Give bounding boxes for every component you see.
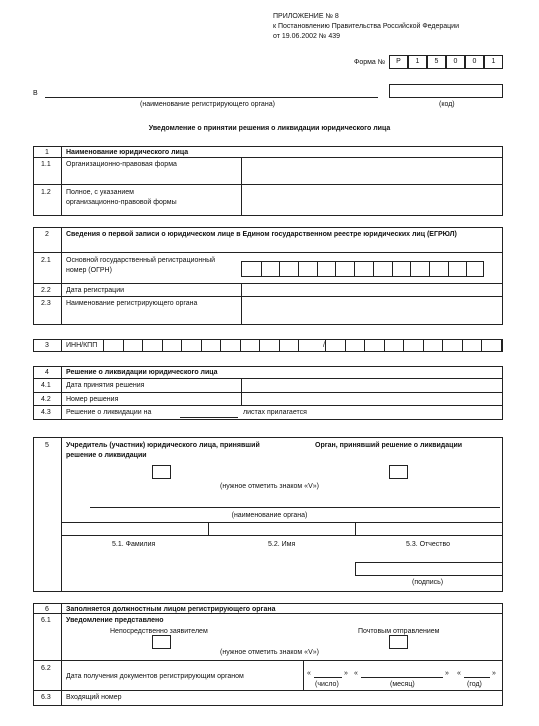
appendix-title: ПРИЛОЖЕНИЕ № 8 (273, 13, 339, 20)
inn-kpp-cell-divider (259, 339, 260, 352)
document-title: Уведомление о принятии решения о ликвидации юридического лица (148, 125, 391, 132)
row-6-2-number: 6.2 (41, 665, 51, 672)
inn-kpp-cell-divider (201, 339, 202, 352)
form-code-char: Р (389, 55, 408, 69)
inn-kpp-cell-divider (442, 339, 443, 352)
org-name-field[interactable] (90, 507, 500, 508)
row-1-1-label: Организационно-правовая форма (66, 161, 177, 168)
body-checkbox[interactable] (389, 465, 408, 479)
registration-date-field[interactable] (242, 284, 502, 296)
option-post-label: Почтовым отправлением (358, 628, 440, 635)
month-close-quote: » (445, 670, 449, 677)
month-field[interactable] (361, 677, 443, 678)
inn-kpp-cell-divider (462, 339, 463, 352)
form-code-char: 1 (408, 55, 427, 69)
inn-kpp-cell-divider (103, 339, 104, 352)
year-field[interactable] (464, 677, 490, 678)
section-2-title: Сведения о первой записи о юридическом лице в Едином государственном реестре юридических лиц (ЕГРЮЛ) (66, 231, 457, 238)
section-2-number: 2 (45, 231, 49, 238)
ogrn-cell-divider (298, 262, 299, 276)
section-1-number: 1 (45, 149, 49, 156)
ogrn-cell-divider (410, 262, 411, 276)
row-2-2-number: 2.2 (41, 287, 51, 294)
inn-kpp-cell-divider (123, 339, 124, 352)
form-code-char: 5 (427, 55, 446, 69)
row-4-1-number: 4.1 (41, 382, 51, 389)
ogrn-cell-divider (317, 262, 318, 276)
inn-kpp-cell-divider (298, 339, 299, 352)
ogrn-cell-divider (429, 262, 430, 276)
inn-kpp-cell-divider (162, 339, 163, 352)
month-open-quote: « (354, 670, 358, 677)
option-direct-checkbox[interactable] (152, 635, 171, 649)
founder-checkbox[interactable] (152, 465, 171, 479)
ogrn-cell-divider (466, 262, 467, 276)
full-name-field[interactable] (242, 185, 502, 215)
option-direct-label: Непосредственно заявителем (110, 628, 208, 635)
founder-label-b: решение о ликвидации (66, 452, 147, 459)
inn-kpp-cell-divider (279, 339, 280, 352)
org-name-caption: (наименование органа) (231, 512, 308, 519)
first-name-field[interactable] (209, 523, 355, 535)
patronymic-field[interactable] (356, 523, 502, 535)
option-post-checkbox[interactable] (389, 635, 408, 649)
row-6-1-label: Уведомление представлено (66, 617, 164, 624)
ogrn-cell-divider (373, 262, 374, 276)
patronymic-label: 5.3. Отчество (406, 541, 451, 548)
ogrn-cell-divider (448, 262, 449, 276)
row-4-2-label: Номер решения (66, 396, 119, 403)
section-4-title: Решение о ликвидации юридического лица (66, 369, 218, 376)
section-6-number: 6 (45, 606, 49, 613)
section-1-title: Наименование юридического лица (66, 149, 189, 156)
year-open-quote: « (457, 670, 461, 677)
authority-prefix: В (33, 90, 38, 97)
ogrn-cell-divider (261, 262, 262, 276)
month-caption: (месяц) (390, 681, 415, 688)
ogrn-field[interactable] (241, 261, 484, 277)
first-name-label: 5.2. Имя (268, 541, 296, 548)
ogrn-cell-divider (335, 262, 336, 276)
row-1-2-number: 1.2 (41, 189, 51, 196)
row-6-3-number: 6.3 (41, 694, 51, 701)
ogrn-cell-divider (354, 262, 355, 276)
body-label: Орган, принявший решение о ликвидации (315, 442, 463, 449)
day-open-quote: « (307, 670, 311, 677)
row-2-3-number: 2.3 (41, 300, 51, 307)
row-2-1-number: 2.1 (41, 257, 51, 264)
authority-name-field[interactable] (45, 97, 378, 98)
section-5-number: 5 (45, 442, 49, 449)
row-6-3-label: Входящий номер (66, 694, 122, 701)
registering-authority-field[interactable] (242, 297, 502, 324)
appendix-decree: к Постановлению Правительства Российской Федерации (273, 23, 459, 30)
inn-kpp-cell-divider (325, 339, 326, 352)
form-code-char: 1 (484, 55, 503, 69)
mark-note-6: (нужное отметить знаком «V») (220, 649, 319, 656)
row-1-1-number: 1.1 (41, 161, 51, 168)
authority-code-caption: (код) (439, 101, 455, 108)
year-caption: (год) (467, 681, 482, 688)
ogrn-cell-divider (392, 262, 393, 276)
decision-date-field[interactable] (242, 379, 502, 392)
inn-kpp-label: ИНН/КПП (66, 342, 98, 349)
ogrn-cell-divider (279, 262, 280, 276)
inn-kpp-cell-divider (384, 339, 385, 352)
section-6-title: Заполняется должностным лицом регистрирующего органа (66, 606, 276, 613)
authority-name-caption: (наименование регистрирующего органа) (140, 101, 275, 108)
row-2-1-label-b: номер (ОГРН) (66, 267, 112, 274)
surname-field[interactable] (62, 523, 208, 535)
row-2-1-label-a: Основной государственный регистрационный (66, 257, 216, 264)
day-caption: (число) (315, 681, 339, 688)
mark-note: (нужное отметить знаком «V») (220, 483, 319, 490)
signature-caption: (подпись) (412, 579, 444, 586)
sheets-count-field[interactable] (180, 417, 238, 418)
row-4-2-number: 4.2 (41, 396, 51, 403)
inn-kpp-cell-divider (364, 339, 365, 352)
inn-kpp-cell-divider (423, 339, 424, 352)
row-2-2-label: Дата регистрации (66, 287, 125, 294)
authority-code-field[interactable] (389, 84, 503, 98)
inn-kpp-slash: / (323, 342, 325, 349)
inn-kpp-cell-divider (481, 339, 482, 352)
row-4-1-label: Дата принятия решения (66, 382, 145, 389)
inn-kpp-field[interactable] (103, 339, 503, 352)
row-6-2-label: Дата получения документов регистрирующим органом (66, 673, 244, 680)
inn-kpp-cell-divider (501, 339, 502, 352)
inn-kpp-cell-divider (220, 339, 221, 352)
row-2-3-label: Наименование регистрирующего органа (66, 300, 198, 307)
row-4-3-number: 4.3 (41, 409, 51, 416)
row-1-2-label-b: организационно-правовой формы (66, 199, 177, 206)
inn-kpp-cell-divider (240, 339, 241, 352)
row-4-3-label-b: листах прилагается (243, 409, 307, 416)
form-code-char: 0 (465, 55, 484, 69)
section-4-number: 4 (45, 369, 49, 376)
appendix-date: от 19.06.2002 № 439 (273, 33, 341, 40)
form-label: Форма № (354, 59, 386, 66)
day-close-quote: » (344, 670, 348, 677)
row-4-3-label-a: Решение о ликвидации на (66, 409, 152, 416)
decision-number-field[interactable] (242, 393, 502, 405)
signature-field[interactable] (355, 562, 503, 576)
legal-form-field[interactable] (242, 158, 502, 184)
inn-kpp-cell-divider (345, 339, 346, 352)
year-close-quote: » (492, 670, 496, 677)
surname-label: 5.1. Фамилия (112, 541, 156, 548)
section-3-number: 3 (45, 342, 49, 349)
form-code-char: 0 (446, 55, 465, 69)
day-field[interactable] (314, 677, 342, 678)
founder-label-a: Учредитель (участник) юридического лица, принявший (66, 442, 260, 449)
row-1-2-label-a: Полное, с указанием (66, 189, 134, 196)
inn-kpp-cell-divider (142, 339, 143, 352)
inn-kpp-cell-divider (181, 339, 182, 352)
row-6-1-number: 6.1 (41, 617, 51, 624)
inn-kpp-cell-divider (403, 339, 404, 352)
incoming-number-field[interactable] (150, 691, 502, 705)
